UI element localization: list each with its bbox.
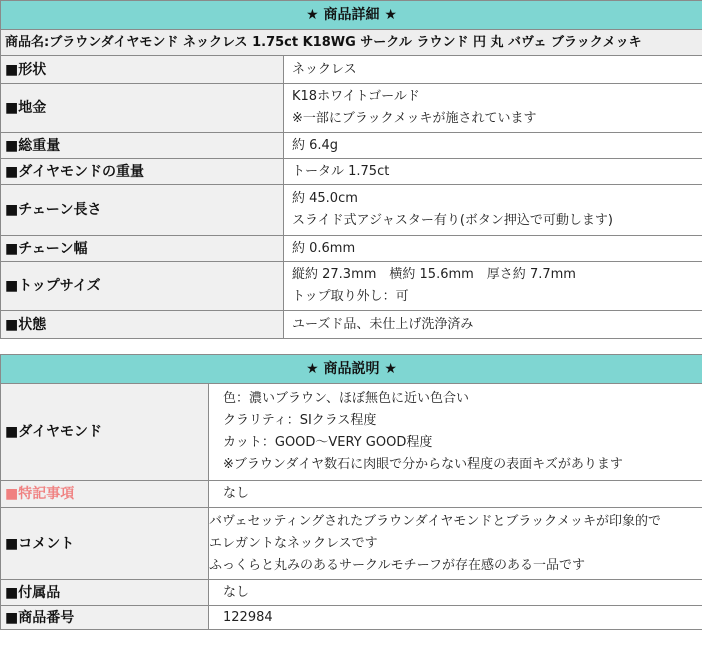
product-description-table bbox=[0, 354, 702, 630]
row-value: 約 6.4g bbox=[284, 133, 702, 159]
table-row bbox=[1, 384, 702, 481]
row-value: 約 45.0cm スライド式アジャスター有り(ボタン押込で可動します) bbox=[284, 185, 702, 236]
row-label: ■ダイヤモンド bbox=[1, 384, 209, 481]
row-label: ■総重量 bbox=[1, 133, 284, 159]
row-value: なし bbox=[209, 481, 702, 508]
table-row bbox=[1, 580, 702, 606]
table-row bbox=[1, 159, 702, 185]
row-value: なし bbox=[209, 580, 702, 606]
table-row bbox=[1, 606, 702, 630]
row-label: ■状態 bbox=[1, 311, 284, 339]
table-row bbox=[1, 56, 702, 84]
row-label: ■地金 bbox=[1, 84, 284, 133]
row-value: K18ホワイトゴールド ※一部にブラックメッキが施されています bbox=[284, 84, 702, 133]
table-row bbox=[1, 311, 702, 339]
table-row bbox=[1, 508, 702, 580]
row-value: 122984 bbox=[209, 606, 702, 630]
product-name: 商品名:ブラウンダイヤモンド ネックレス 1.75ct K18WG サークル ラウンド 円 丸 バヴェ ブラックメッキ bbox=[1, 30, 702, 56]
details-header: ★ 商品詳細 ★ bbox=[1, 1, 702, 30]
row-label: ■付属品 bbox=[1, 580, 209, 606]
row-value: 約 0.6mm bbox=[284, 236, 702, 262]
row-label: ■ダイヤモンドの重量 bbox=[1, 159, 284, 185]
table-row bbox=[1, 133, 702, 159]
row-label: ■形状 bbox=[1, 56, 284, 84]
row-label: ■チェーン長さ bbox=[1, 185, 284, 236]
table-row bbox=[1, 84, 702, 133]
description-header: ★ 商品説明 ★ bbox=[1, 355, 702, 384]
row-label: ■コメント bbox=[1, 508, 209, 580]
row-value: 縦約 27.3mm 横約 15.6mm 厚さ約 7.7mm トップ取り外し：可 bbox=[284, 262, 702, 311]
table-row bbox=[1, 481, 702, 508]
row-value: ネックレス bbox=[284, 56, 702, 84]
section-spacer bbox=[0, 339, 702, 354]
row-label: ■商品番号 bbox=[1, 606, 209, 630]
row-value: バヴェセッティングされたブラウンダイヤモンドとブラックメッキが印象的で エレガントなネックレスです ふっくらと丸みのあるサークルモチーフが存在感のある一品です bbox=[209, 508, 702, 580]
row-value: ユーズド品、未仕上げ洗浄済み bbox=[284, 311, 702, 339]
row-label: ■特記事項 bbox=[1, 481, 209, 508]
row-value: トータル 1.75ct bbox=[284, 159, 702, 185]
table-row bbox=[1, 262, 702, 311]
row-label: ■トップサイズ bbox=[1, 262, 284, 311]
table-row bbox=[1, 236, 702, 262]
table-row bbox=[1, 185, 702, 236]
row-label: ■チェーン幅 bbox=[1, 236, 284, 262]
row-value: 色：濃いブラウン、ほぼ無色に近い色合い クラリティ：SIクラス程度 カット：GOOD〜VERY GOOD程度 ※ブラウンダイヤ数石に肉眼で分からない程度の表面キズがあります bbox=[209, 384, 702, 481]
